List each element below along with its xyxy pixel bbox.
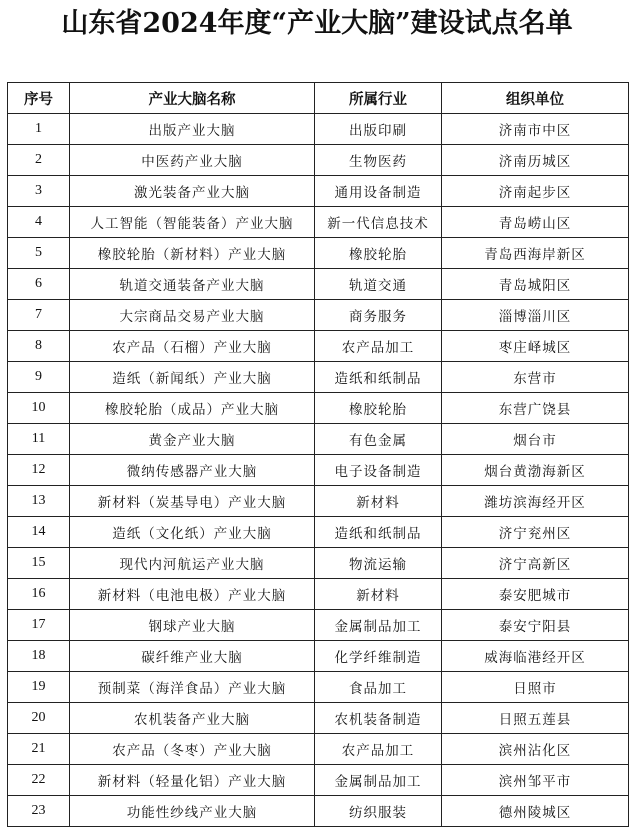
table-body <box>8 114 629 827</box>
cell-index: 11 <box>8 424 70 455</box>
cell-industry: 生物医药 <box>315 145 442 176</box>
cell-index: 2 <box>8 145 70 176</box>
cell-industry: 轨道交通 <box>315 269 442 300</box>
cell-brain-name: 中医药产业大脑 <box>70 145 315 176</box>
table-row <box>8 393 629 424</box>
cell-industry: 电子设备制造 <box>315 455 442 486</box>
cell-industry: 橡胶轮胎 <box>315 238 442 269</box>
cell-industry: 农产品加工 <box>315 331 442 362</box>
document-title: 山东省2024年度“产业大脑”建设试点名单 <box>61 8 573 39</box>
cell-index: 20 <box>8 703 70 734</box>
cell-organizing-unit: 青岛西海岸新区 <box>442 238 629 269</box>
cell-organizing-unit: 滨州邹平市 <box>442 765 629 796</box>
cell-index: 21 <box>8 734 70 765</box>
table-row <box>8 548 629 579</box>
cell-brain-name: 造纸（文化纸）产业大脑 <box>70 517 315 548</box>
cell-index: 13 <box>8 486 70 517</box>
table-row <box>8 610 629 641</box>
cell-industry: 农机装备制造 <box>315 703 442 734</box>
table-row <box>8 579 629 610</box>
cell-organizing-unit: 泰安肥城市 <box>442 579 629 610</box>
table-row <box>8 269 629 300</box>
cell-organizing-unit: 潍坊滨海经开区 <box>442 486 629 517</box>
table-header-row <box>8 83 629 114</box>
cell-brain-name: 微纳传感器产业大脑 <box>70 455 315 486</box>
cell-brain-name: 造纸（新闻纸）产业大脑 <box>70 362 315 393</box>
table-row <box>8 486 629 517</box>
cell-industry: 新材料 <box>315 579 442 610</box>
cell-organizing-unit: 东营市 <box>442 362 629 393</box>
column-header-index: 序号 <box>8 83 70 114</box>
cell-organizing-unit: 威海临港经开区 <box>442 641 629 672</box>
cell-organizing-unit: 烟台市 <box>442 424 629 455</box>
table-row <box>8 362 629 393</box>
cell-organizing-unit: 淄博淄川区 <box>442 300 629 331</box>
table-row <box>8 300 629 331</box>
table-row <box>8 331 629 362</box>
cell-organizing-unit: 青岛崂山区 <box>442 207 629 238</box>
table-row <box>8 114 629 145</box>
cell-industry: 橡胶轮胎 <box>315 393 442 424</box>
cell-index: 9 <box>8 362 70 393</box>
cell-brain-name: 农机装备产业大脑 <box>70 703 315 734</box>
cell-index: 22 <box>8 765 70 796</box>
cell-organizing-unit: 烟台黄渤海新区 <box>442 455 629 486</box>
table-row <box>8 672 629 703</box>
cell-index: 1 <box>8 114 70 145</box>
cell-organizing-unit: 德州陵城区 <box>442 796 629 827</box>
cell-brain-name: 橡胶轮胎（成品）产业大脑 <box>70 393 315 424</box>
cell-industry: 物流运输 <box>315 548 442 579</box>
cell-organizing-unit: 滨州沾化区 <box>442 734 629 765</box>
cell-organizing-unit: 枣庄峄城区 <box>442 331 629 362</box>
cell-brain-name: 新材料（电池电极）产业大脑 <box>70 579 315 610</box>
cell-index: 6 <box>8 269 70 300</box>
cell-organizing-unit: 青岛城阳区 <box>442 269 629 300</box>
table-header <box>8 83 629 114</box>
table-row <box>8 796 629 827</box>
cell-brain-name: 钢球产业大脑 <box>70 610 315 641</box>
column-header-industry: 所属行业 <box>315 83 442 114</box>
cell-organizing-unit: 济宁兖州区 <box>442 517 629 548</box>
cell-organizing-unit: 泰安宁阳县 <box>442 610 629 641</box>
cell-industry: 食品加工 <box>315 672 442 703</box>
cell-organizing-unit: 日照市 <box>442 672 629 703</box>
cell-index: 5 <box>8 238 70 269</box>
cell-organizing-unit: 东营广饶县 <box>442 393 629 424</box>
cell-index: 7 <box>8 300 70 331</box>
table-row <box>8 238 629 269</box>
table-row <box>8 424 629 455</box>
cell-brain-name: 大宗商品交易产业大脑 <box>70 300 315 331</box>
cell-industry: 通用设备制造 <box>315 176 442 207</box>
cell-index: 16 <box>8 579 70 610</box>
cell-brain-name: 新材料（炭基导电）产业大脑 <box>70 486 315 517</box>
cell-industry: 出版印刷 <box>315 114 442 145</box>
table-row <box>8 734 629 765</box>
cell-index: 8 <box>8 331 70 362</box>
cell-industry: 造纸和纸制品 <box>315 362 442 393</box>
cell-industry: 金属制品加工 <box>315 765 442 796</box>
cell-brain-name: 人工智能（智能装备）产业大脑 <box>70 207 315 238</box>
cell-industry: 纺织服装 <box>315 796 442 827</box>
cell-index: 23 <box>8 796 70 827</box>
cell-industry: 新一代信息技术 <box>315 207 442 238</box>
cell-index: 19 <box>8 672 70 703</box>
cell-brain-name: 功能性纱线产业大脑 <box>70 796 315 827</box>
cell-industry: 有色金属 <box>315 424 442 455</box>
table-row <box>8 455 629 486</box>
table-row <box>8 176 629 207</box>
table-row <box>8 703 629 734</box>
table-row <box>8 145 629 176</box>
cell-brain-name: 黄金产业大脑 <box>70 424 315 455</box>
cell-brain-name: 农产品（冬枣）产业大脑 <box>70 734 315 765</box>
cell-organizing-unit: 济宁高新区 <box>442 548 629 579</box>
cell-organizing-unit: 济南历城区 <box>442 145 629 176</box>
cell-industry: 化学纤维制造 <box>315 641 442 672</box>
column-header-name: 产业大脑名称 <box>70 83 315 114</box>
cell-brain-name: 农产品（石榴）产业大脑 <box>70 331 315 362</box>
cell-brain-name: 激光装备产业大脑 <box>70 176 315 207</box>
pilot-list-table <box>7 82 629 827</box>
cell-index: 14 <box>8 517 70 548</box>
cell-industry: 商务服务 <box>315 300 442 331</box>
cell-industry: 金属制品加工 <box>315 610 442 641</box>
table-row <box>8 641 629 672</box>
cell-brain-name: 新材料（轻量化铝）产业大脑 <box>70 765 315 796</box>
cell-brain-name: 橡胶轮胎（新材料）产业大脑 <box>70 238 315 269</box>
cell-brain-name: 现代内河航运产业大脑 <box>70 548 315 579</box>
cell-index: 4 <box>8 207 70 238</box>
column-header-unit: 组织单位 <box>442 83 629 114</box>
cell-organizing-unit: 济南起步区 <box>442 176 629 207</box>
table-row <box>8 765 629 796</box>
table-row <box>8 207 629 238</box>
cell-index: 15 <box>8 548 70 579</box>
cell-brain-name: 轨道交通装备产业大脑 <box>70 269 315 300</box>
cell-brain-name: 预制菜（海洋食品）产业大脑 <box>70 672 315 703</box>
cell-index: 18 <box>8 641 70 672</box>
cell-brain-name: 碳纤维产业大脑 <box>70 641 315 672</box>
cell-index: 17 <box>8 610 70 641</box>
cell-index: 3 <box>8 176 70 207</box>
table-row <box>8 517 629 548</box>
cell-organizing-unit: 济南市中区 <box>442 114 629 145</box>
cell-index: 12 <box>8 455 70 486</box>
cell-brain-name: 出版产业大脑 <box>70 114 315 145</box>
cell-industry: 造纸和纸制品 <box>315 517 442 548</box>
cell-industry: 农产品加工 <box>315 734 442 765</box>
cell-organizing-unit: 日照五莲县 <box>442 703 629 734</box>
cell-index: 10 <box>8 393 70 424</box>
cell-industry: 新材料 <box>315 486 442 517</box>
